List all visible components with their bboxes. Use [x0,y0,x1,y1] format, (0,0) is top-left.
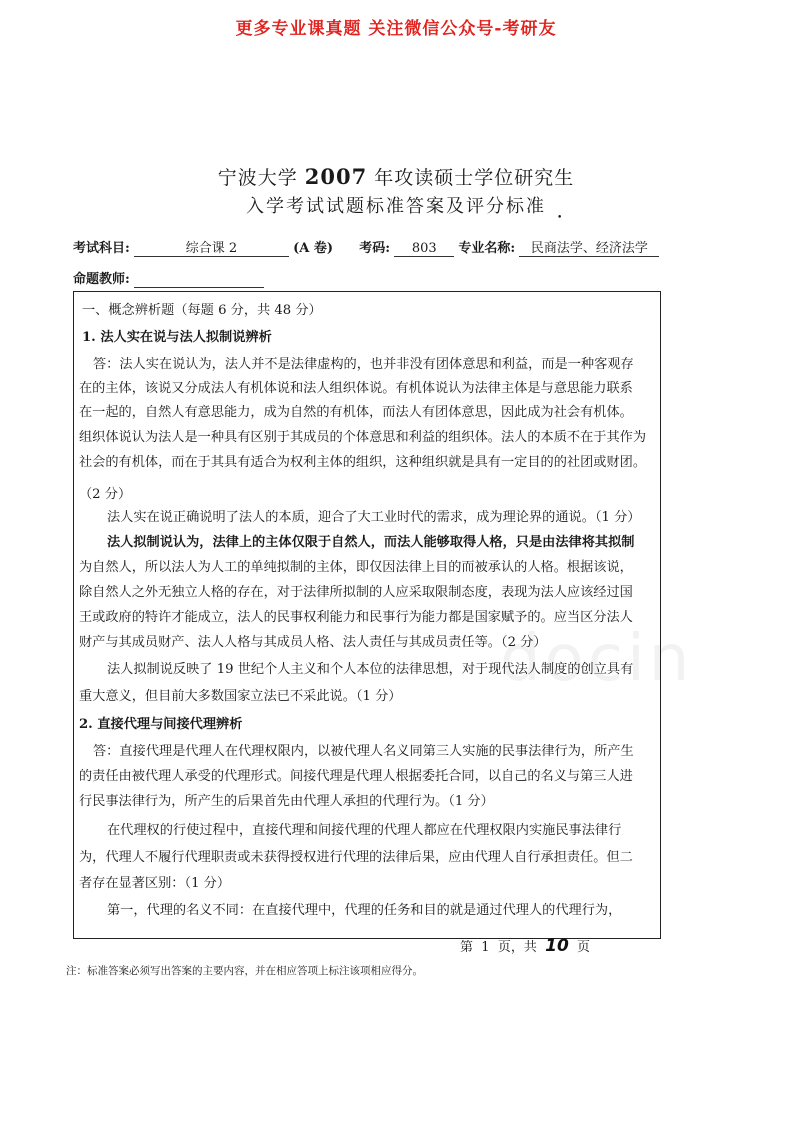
answer-line: 者存在显著区别：（1 分） [79,876,231,891]
page-suffix: 页 [577,940,591,955]
answer-line: 答：法人实在说认为，法人并不是法律虚构的，也并非没有团体意思和利益，而是一种客观存 [93,357,634,372]
subject-label: 考试科目: [73,241,130,256]
stray-mark: • [557,213,563,223]
code-value: 803 [394,241,454,257]
title-year: 2007 [304,164,368,189]
teacher-row [73,268,264,288]
major-label: 专业名称: [458,241,516,256]
answer-line: 王或政府的特许才能成立，法人的民事权利能力和民事行为能力都是国家赋予的。应当区分法人 [79,610,633,625]
paper-label: (A 卷) [293,241,334,256]
answer-line: 为，代理人不履行代理职责或未获得授权进行代理的法律后果，应由代理人自行承担责任。但二 [79,850,633,865]
answer-line: 答：直接代理是代理人在代理权限内，以被代理人名义同第三人实施的民事法律行为，所产生 [93,744,634,759]
answer-line: 第一，代理的名义不同：在直接代理中，代理的任务和目的就是通过代理人的代理行为， [107,903,622,918]
answer-line: 在一起的，自然人有意思能力，成为自然的有机体，而法人有团体意思，因此成为社会有机体。 [79,405,633,420]
page-number [460,936,590,956]
teacher-label: 命题教师: [73,272,130,287]
answer-line: 在的主体，该说又分成法人有机体说和法人组织体说。有机体说认为法律主体是与意思能力联系 [79,381,633,396]
answer-line: 在代理权的行使过程中，直接代理和间接代理的代理人都应在代理权限内实施民事法律行 [107,823,622,838]
answer-line: （2 分） [79,487,132,502]
question-heading: 1. 法人实在说与法人拟制说辨析 [82,330,272,345]
page-total: 10 [545,936,569,956]
answer-line: 为自然人，所以法人为人工的单纯拟制的主体，即仅因法律上目的而被承认的人格。根据该说， [79,560,633,575]
code-label: 考码: [359,241,391,256]
footnote: 注：标准答案必须写出答案的主要内容，并在相应答项上标注该项相应得分。 [66,965,423,977]
answer-line: 社会的有机体，而在于其具有适合为权利主体的组织，这种组织就是具有一定目的的社团或财团。 [79,455,647,470]
title-suffix: 年攻读硕士学位研究生 [374,167,575,189]
title-prefix: 宁波大学 [217,167,298,189]
subject-value: 综合课 2 [134,237,289,257]
answer-line: 法人拟制说反映了 19 世纪个人主义和个人本位的法律思想，对于现代法人制度的创立具有 [107,662,634,677]
answer-line: 的责任由被代理人承受的代理形式。间接代理是代理人根据委托合同，以自己的名义与第三人进 [79,769,633,784]
answer-line: 行民事法律行为，所产生的后果首先由代理人承担的代理行为。（1 分） [79,794,494,809]
answer-line: 除自然人之外无独立人格的存在，对于法律所拟制的人应采取限制态度，表现为法人应该经过国 [79,585,633,600]
exam-title [0,163,792,190]
page-mid: 页，共 [497,940,537,955]
answer-line: 重大意义，但目前大多数国家立法已不采此说。（1 分） [79,689,402,704]
watermark: docin [500,622,694,696]
major-value: 民商法学、经济法学 [519,237,659,257]
meta-row [73,237,659,257]
answer-line: 法人拟制说认为，法律上的主体仅限于自然人，而法人能够取得人格，只是由法律将其拟制 [107,535,635,550]
page-current: 1 [481,940,490,955]
teacher-value [134,272,264,288]
section-heading: 一、概念辨析题（每题 6 分，共 48 分） [82,303,322,318]
answer-line: 法人实在说正确说明了法人的本质，迎合了大工业时代的需求，成为理论界的通说。（1 分） [107,510,641,525]
promo-banner: 更多专业课真题 关注微信公众号-考研友 [235,19,557,39]
exam-subtitle: 入学考试试题标准答案及评分标准 [246,196,546,217]
page-prefix: 第 [460,940,474,955]
answer-line: 组织体说认为法人是一种具有区别于其成员的个体意思和利益的组织体。法人的本质不在于其作为 [79,430,647,445]
question-heading: 2. 直接代理与间接代理辨析 [79,717,243,732]
answer-line: 财产与其成员财产、法人人格与其成员人格、法人责任与其成员责任等。（2 分） [79,635,547,650]
